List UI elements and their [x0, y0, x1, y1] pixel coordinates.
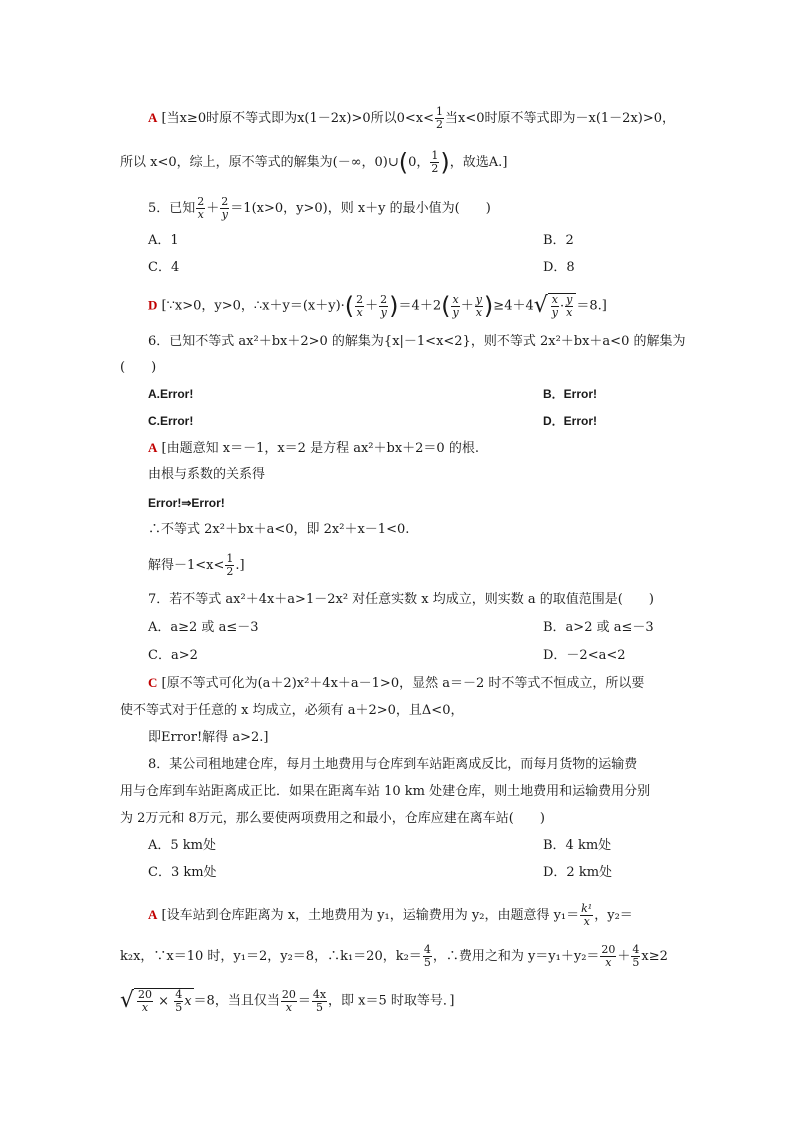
- fraction: [196, 196, 205, 221]
- q6-option-c[interactable]: C.Error!: [148, 414, 194, 428]
- q5-options-row2: [148, 259, 648, 277]
- q6-answer-line4: ∴不等式 2x²＋bx＋a<0，即 2x²＋x－1<0.: [148, 522, 410, 537]
- fraction: [451, 294, 459, 319]
- denominator: y: [380, 305, 387, 319]
- denominator: x: [566, 306, 573, 319]
- denominator: y: [551, 306, 558, 319]
- fraction: [600, 944, 616, 969]
- q8-answer-text: ，即 x＝5 时取等号．]: [328, 993, 455, 1009]
- fraction: [379, 294, 388, 319]
- fraction: [580, 903, 593, 928]
- fraction: [475, 294, 483, 319]
- q6-answer-text: [由题意知 x＝－1，x＝2 是方程 ax²＋bx＋2＝0 的根.: [161, 441, 479, 456]
- paren: ): [389, 292, 399, 320]
- fraction: [551, 294, 559, 319]
- q8-answer-line3: [120, 988, 455, 1014]
- fraction: [225, 553, 234, 578]
- q6-answer-line3: Error!⇒Error!: [148, 496, 225, 510]
- q5-stem-text: ＝1(x>0，y>0)，则 x＋y 的最小值为( ): [230, 201, 491, 216]
- denominator: x: [583, 915, 590, 928]
- q7-answer-label: C: [148, 675, 158, 690]
- q8-options-row1: [148, 837, 648, 855]
- denominator: x: [197, 208, 204, 221]
- fraction: [174, 989, 183, 1014]
- q8-answer-text: k₂x，∵x＝10 时，y₁＝2，y₂＝8，∴k₁＝20，k₂＝: [120, 949, 422, 964]
- q6-options-row1: [148, 385, 648, 404]
- q4-answer-line2: 所以 x<0，综上，原不等式的解集为(－∞，0)∪(0， $\frac{1}{2}$ )，故选A.]: [120, 148, 508, 177]
- denominator: 2: [431, 162, 439, 175]
- fraction: [565, 294, 573, 319]
- denominator: x: [141, 1001, 149, 1014]
- numerator: 4x: [312, 987, 327, 1001]
- numerator: k¹: [581, 902, 593, 915]
- q5-option-d[interactable]: D．8: [543, 260, 575, 275]
- q8-option-b[interactable]: B．4 km处: [543, 838, 612, 853]
- fraction: [435, 106, 444, 131]
- numerator: 2: [380, 292, 388, 306]
- q5-stem: 5．已知 $\frac{2}{x}$ ＋ $\frac{2}{y}$ ＝1(x>0，y>0)，则 x＋y 的最小值为( ): [148, 195, 491, 221]
- q5-answer-text: ≥4＋4: [493, 298, 534, 314]
- q5-answer-text: ＝4＋2: [398, 298, 442, 314]
- radical-sign: √: [533, 293, 548, 318]
- numerator: 20: [601, 943, 616, 956]
- q4-answer-line1: [148, 106, 675, 131]
- q8-answer-text: x≥2: [641, 949, 668, 964]
- q7-answer-text: [原不等式可化为(a＋2)x²＋4x＋a－1>0，显然 a＝－2 时不等式不恒成立，所以要: [161, 676, 645, 691]
- numerator: 1: [436, 105, 443, 118]
- q8-answer-text: [设车站到仓库距离为 x，土地费用为 y₁，运输费用为 y₂，由题意得 y₁＝: [161, 908, 580, 923]
- numerator: 2: [221, 195, 229, 208]
- q6-answer-line2: 由根与系数的关系得: [148, 467, 266, 482]
- numerator: 2: [356, 292, 364, 306]
- q4-answer-text: 当x<0时原不等式即为－x(1－2x)>0，: [445, 111, 676, 126]
- q5-answer: D [∵x>0，y>0，∴x＋y＝(x＋y)·( $\frac{2}{x}$ ＋ $\frac{2}{y}$ )＝4＋2( $\frac{x}{y}$ ＋ $\frac{y}{x}$ )≥4＋4√ $\frac{x}{y}$ · $\frac{y}{x}$ ＝8.]: [148, 292, 607, 320]
- denominator: 5: [175, 1001, 183, 1014]
- q5-options-row1: [148, 232, 648, 250]
- q5-answer-text: ＝8.]: [576, 298, 607, 314]
- fraction: [430, 150, 439, 175]
- q5-stem-text: 5．已知: [148, 201, 196, 216]
- denominator: 2: [226, 565, 234, 578]
- fraction: [631, 944, 640, 969]
- q7-stem: 7．若不等式 ax²＋4x＋a>1－2x² 对任意实数 x 均成立，则实数 a 的取值范围是( ): [148, 592, 654, 607]
- denominator: 5: [315, 1000, 323, 1014]
- q8-answer-text: ＋: [617, 949, 631, 964]
- q6-option-a[interactable]: A.Error!: [148, 387, 194, 401]
- denominator: x: [605, 956, 612, 969]
- q5-answer-text: [∵x>0，y>0，∴x＋y＝(x＋y)·: [161, 298, 345, 314]
- q4-answer-text: 所以 x<0，综上，原不等式的解集为(－∞，0)∪: [120, 155, 399, 170]
- paren: (: [398, 148, 409, 177]
- q8-answer-text: ＝: [297, 993, 311, 1009]
- q7-answer-line3: 即Error!解得 a>2.]: [148, 730, 269, 745]
- q5-option-a[interactable]: A．1: [148, 233, 179, 248]
- q6-stem-line2: ( ): [120, 360, 157, 375]
- q6-answer-text: 解得－1<x<: [148, 558, 225, 573]
- q8-answer-text: ＝8，当且仅当: [193, 993, 280, 1009]
- q6-option-d[interactable]: D．Error!: [543, 414, 598, 428]
- numerator: y: [475, 292, 482, 306]
- q6-answer-label: A: [148, 440, 158, 455]
- paren: (: [441, 292, 451, 320]
- denominator: 5: [423, 956, 431, 969]
- denominator: x: [475, 305, 482, 319]
- numerator: 20: [281, 987, 296, 1001]
- q5-answer-label: D: [148, 297, 158, 313]
- numerator: 1: [431, 149, 439, 162]
- q7-option-b[interactable]: B．a>2 或 a≤－3: [543, 620, 654, 635]
- q6-option-b[interactable]: B．Error!: [543, 387, 598, 401]
- q8-option-a[interactable]: A．5 km处: [148, 838, 216, 853]
- numerator: 20: [138, 988, 153, 1001]
- numerator: 4: [632, 943, 640, 956]
- q6-stem-line1: 6．已知不等式 ax²＋bx＋2>0 的解集为{x|－1<x<2}，则不等式 2x²＋bx＋a<0 的解集为: [148, 334, 686, 349]
- q8-stem-line2: 用与仓库到车站距离成正比．如果在距离车站 10 km 处建仓库，则土地费用和运输费用分别: [120, 784, 651, 799]
- denominator: y: [221, 208, 228, 221]
- q8-options-row2: [148, 864, 648, 882]
- numerator: 1: [226, 552, 234, 565]
- fraction: [220, 196, 229, 221]
- q4-answer-text: ，故选A.]: [449, 155, 508, 170]
- q7-option-a[interactable]: A．a≥2 或 a≤－3: [148, 620, 259, 635]
- q7-options-row1: [148, 619, 654, 637]
- numerator: 4: [175, 988, 183, 1001]
- q8-stem-line1: 8．某公司租地建仓库，每月土地费用与仓库到车站距离成反比，而每月货物的运输费: [148, 757, 638, 772]
- q4-answer-label: A: [148, 110, 158, 125]
- denominator: y: [452, 305, 459, 319]
- numerator: x: [551, 293, 558, 306]
- fraction: [312, 989, 327, 1014]
- fraction: [423, 944, 432, 969]
- q8-answer-text: ，y₂＝: [594, 908, 633, 923]
- q8-stem-line3: 为 2万元和 8万元，那么要使两项费用之和最小，仓库应建在离车站( ): [120, 811, 545, 826]
- denominator: x: [356, 305, 363, 319]
- q7-option-d[interactable]: D．－2<a<2: [543, 648, 626, 663]
- q6-answer-text: .]: [235, 558, 245, 573]
- denominator: 2: [436, 118, 443, 131]
- q5-option-c[interactable]: C．4: [148, 260, 180, 275]
- q8-option-c[interactable]: C．3 km处: [148, 865, 217, 880]
- numerator: 4: [423, 943, 431, 956]
- q6-options-row2: [148, 412, 648, 431]
- numerator: x: [452, 292, 459, 306]
- q8-answer-line1: [148, 903, 633, 928]
- paren: (: [344, 292, 355, 320]
- q5-option-b[interactable]: B．2: [543, 233, 574, 248]
- q8-answer-line2: [120, 944, 668, 969]
- q7-answer-line2: 使不等式对于任意的 x 均成立，必须有 a＋2>0，且Δ<0，: [120, 703, 464, 718]
- q4-answer-text: [当x≥0时原不等式即为x(1－2x)>0所以0<x<: [161, 111, 434, 126]
- paren: ): [483, 292, 494, 320]
- radicand: $\frac{20}{x}$ × $\frac{4}{5}$ x: [134, 988, 194, 1014]
- q7-answer-line1: [148, 674, 644, 693]
- q8-answer-text: ，∴费用之和为 y＝y₁＋y₂＝: [432, 949, 600, 964]
- q8-answer-label: A: [148, 907, 158, 922]
- numerator: 2: [197, 195, 205, 208]
- numerator: y: [566, 293, 573, 306]
- q7-options-row2: [148, 647, 648, 665]
- radical-sign: √: [120, 988, 135, 1013]
- q7-option-c[interactable]: C．a>2: [148, 648, 198, 663]
- fraction: [355, 294, 364, 319]
- q6-answer-line5: [148, 553, 245, 578]
- fraction: [281, 989, 297, 1014]
- denominator: 5: [632, 956, 640, 969]
- paren: ): [440, 148, 450, 177]
- fraction: [137, 989, 153, 1014]
- radicand: $\frac{x}{y}$ · $\frac{y}{x}$: [548, 293, 577, 319]
- q8-option-d[interactable]: D．2 km处: [543, 865, 613, 880]
- q6-answer-line1: [148, 439, 479, 458]
- denominator: x: [285, 1000, 292, 1014]
